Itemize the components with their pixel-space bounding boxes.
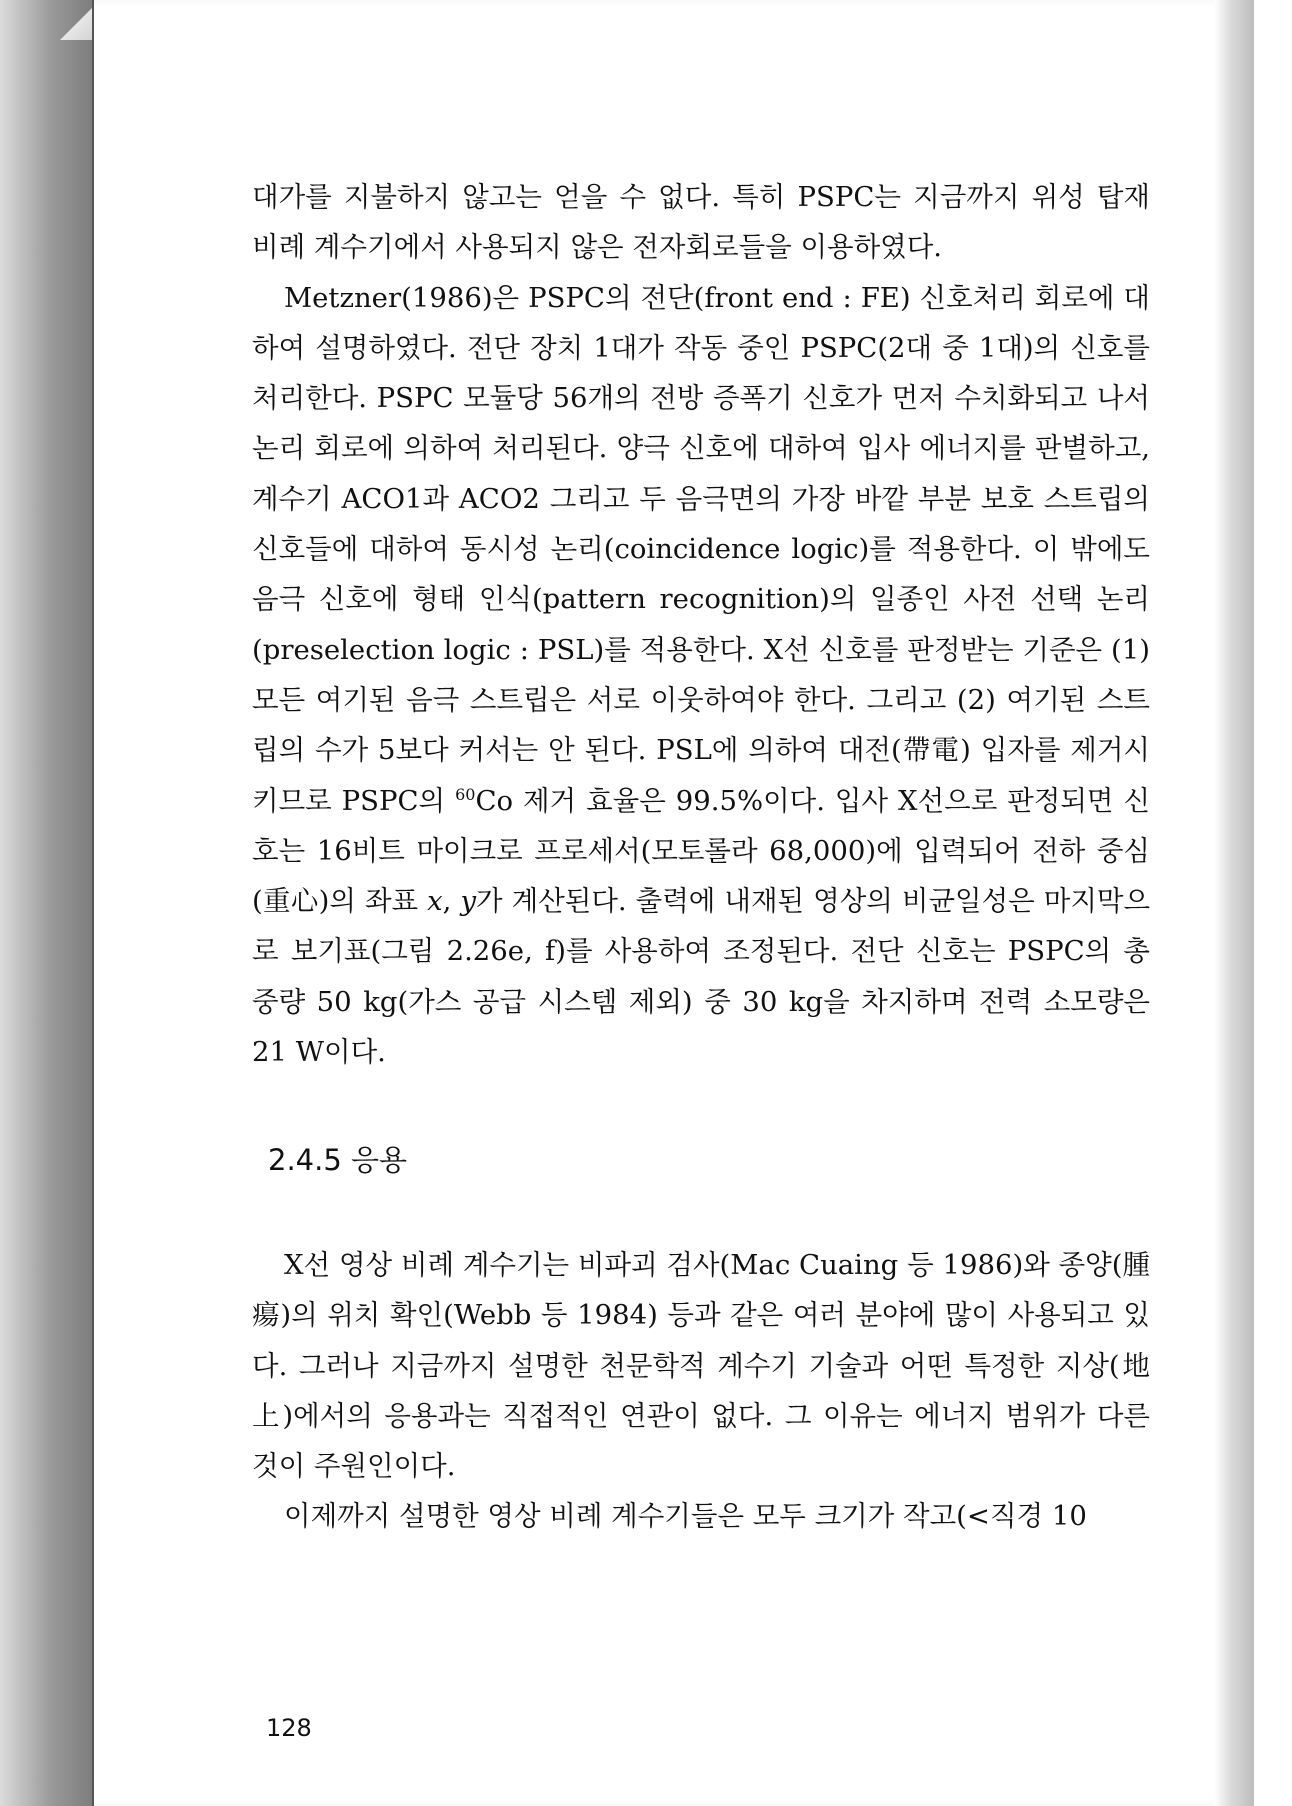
paragraph-4: 이제까지 설명한 영상 비례 계수기들은 모두 크기가 작고(<직경 10 <box>284 1500 1087 1533</box>
page-edge-shadow <box>1214 0 1254 1806</box>
paragraph-3: X선 영상 비례 계수기는 비파괴 검사(Mac Cuaing 등 1986)와 종양(腫瘍)의 위치 확인(Webb 등 1984) 등과 같은 여러 분야에 많이 사용되고 있다. 그러나 지금까지 설명한 천문학적 계수기 기술과 어떤 특정한 지상(地上)에서의 응용과는 직접적인 연관이 없다. 그 이유는 에너지 범위가 다른 것이 주원인이다. <box>252 1249 1150 1483</box>
section-heading: 2.4.5 응용 <box>268 1143 408 1177</box>
book-spine <box>0 0 92 1806</box>
coord-separator: , <box>442 885 461 918</box>
paragraph-2-after-sup: Co 제거 효율은 99.5%이다. 입사 X선으로 판정되면 신호는 16비트 마이크로 프로세서(모토롤라 68,000)에 입력되어 전하 중심(重心)의 좌표 <box>252 784 1151 918</box>
paragraph-2-text: Metzner(1986)은 PSPC의 전단(front end : FE) 신호처리 회로에 대하여 설명하였다. 전단 장치 1대가 작동 중인 PSPC(2대 중 1대)의 신호를 처리한다. PSPC 모듈당 56개의 전방 증폭기 신호가 먼저 수치화되고 나서 논리 회로에 의하여 처리된다. 양극 신호에 대하여 입사 에너지를 판별하고, 계수기 ACO1과 ACO2 그리고 두 음극면의 가장 바깥 부분 보호 스트립의 신호들에 대하여 동시성 논리(coincidence logic)를 적용한다. 이 밖에도 음극 신호에 형태 인식(pattern recognition)의 일종인 사전 선택 논리(preselection logic : PSL)를 적용한다. X선 신호를 판정받는 기준은 (1) 모든 여기된 음극 스트립은 서로 이웃하여야 한다. 그리고 (2) 여기된 스트립의 수가 5보다 커서는 안 된다. PSL에 의하여 대전(帶電) 입자를 제거시키므로 PSPC의 <box>252 281 1150 817</box>
body-text-bottom <box>252 1240 1150 1542</box>
body-text-top <box>252 172 1150 1077</box>
coord-y: y <box>460 885 477 918</box>
page-number: 128 <box>266 1714 312 1742</box>
paragraph-1: 대가를 지불하지 않고는 얻을 수 없다. 특히 PSPC는 지금까지 위성 탑재 비례 계수기에서 사용되지 않은 전자회로들을 이용하였다. <box>252 181 1150 264</box>
coord-x: x <box>427 885 443 918</box>
paragraph-2 <box>252 273 1150 1078</box>
superscript-60: 60 <box>455 784 476 804</box>
paragraph-2-tail: 가 계산된다. 출력에 내재된 영상의 비균일성은 마지막으로 보기표(그림 2.26e, f)를 사용하여 조정된다. 전단 신호는 PSPC의 총 중량 50 kg(가스 공급 시스템 제외) 중 30 kg을 차지하며 전력 소모량은 21 W이다. <box>252 885 1151 1069</box>
